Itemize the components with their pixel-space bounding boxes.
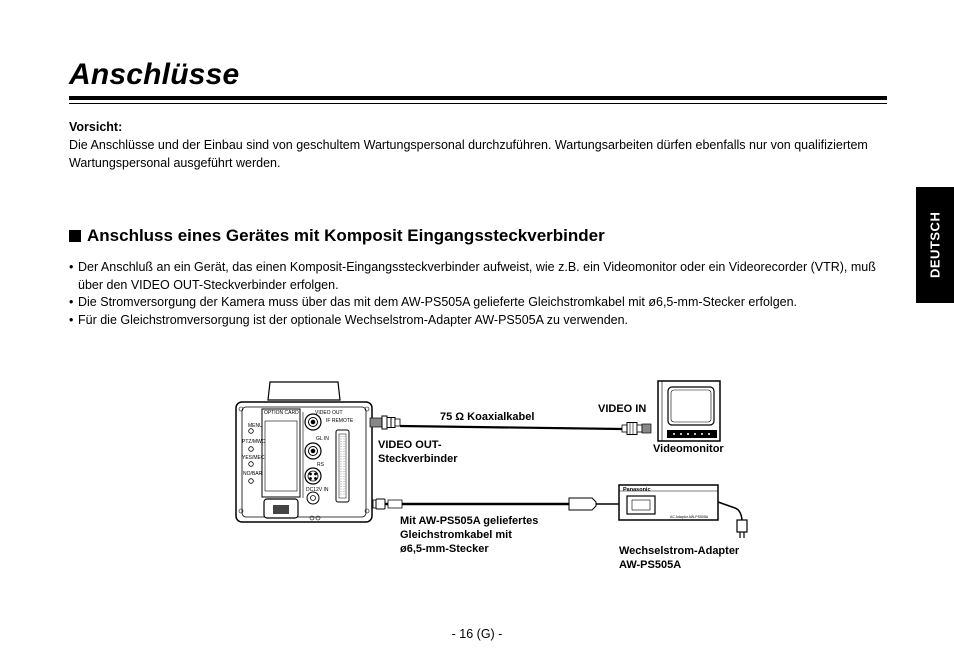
page-title: Anschlüsse [69,58,240,91]
video-in-label: VIDEO IN [598,403,647,415]
instruction-item: • Für die Gleichstromversorgung ist der optionale Wechselstrom-Adapter AW-PS505A zu verwenden. [69,312,889,330]
instruction-item: • Die Stromversorgung der Kamera muss über das mit dem AW-PS505A gelieferte Gleichstromkabel mit ø6,5-mm-Stecker erfolgen. [69,294,889,312]
dc-cable-label-line1: Mit AW-PS505A geliefertes [400,515,539,527]
dc-cable-label-line3: ø6,5-mm-Stecker [400,543,489,555]
camera-yes-label: YES/MEC [242,455,265,461]
section-marker-icon [69,230,81,242]
adapter-brand-label: Panasonic [623,487,651,493]
video-out-label-line2: Steckverbinder [378,453,458,465]
dc-plug-camera-icon [373,499,385,509]
caution-label: Vorsicht: [69,120,123,134]
connection-diagram [230,378,770,583]
camera-if-remote-label: IF REMOTE [326,418,354,424]
page-number: - 16 (G) - [451,627,503,641]
camera-option-card-label: OPTION CARD [264,410,299,416]
title-rule-thick [69,96,887,100]
instruction-item: • Der Anschluß an ein Gerät, das einen Komposit-Eingangssteckverbinder aufweist, wie z.B. ein Videomonitor oder ein Videorecorder (VTR), muß über den VIDEO OUT-Steckverbinder erfolgen. [69,259,889,294]
dc-cable-ferrite-icon [388,500,402,508]
video-out-label-line1: VIDEO OUT- [378,439,442,451]
coax-cable-label: 75 Ω Koaxialkabel [440,411,535,423]
camera-menu-label: MENU [248,423,263,429]
bnc-plug-camera-icon [370,416,400,429]
dc-cable-label-line2: Gleichstromkabel mit [400,529,512,541]
monitor-label: Videomonitor [653,443,724,455]
coaxial-cable [400,426,622,429]
adapter-label-line2: AW-PS505A [619,559,682,571]
adapter-model-label: AC Adaptor AW-PS505A [670,515,709,519]
camera-ptzmwc-label: PTZ/MWC [242,439,266,445]
camera-gl-in-label: GL IN [316,436,329,442]
camera-illustration [236,382,372,522]
camera-dc12v-label: DC12V IN [306,487,329,493]
camera-rs-label: RS [317,462,324,468]
section-heading [69,226,605,246]
language-side-tab-label: DEUTSCH [927,211,943,279]
adapter-label-line1: Wechselstrom-Adapter [619,545,740,557]
title-rule-thin [69,103,887,104]
language-side-tab [916,187,954,303]
section-heading-text: Anschluss eines Gerätes mit Komposit Eingangssteckverbinder [87,226,605,245]
camera-nobar-label: NO/BAR [243,471,263,477]
bnc-plug-monitor-icon [622,423,651,435]
instruction-list [69,259,889,329]
dc-plug-adapter-icon [569,498,596,510]
camera-video-out-label: VIDEO OUT [315,410,343,416]
video-monitor-illustration [658,381,720,441]
caution-text: Die Anschlüsse und der Einbau sind von geschultem Wartungspersonal durchzuführen. Wartungsarbeiten dürfen ebenfalls nur von qualifiziertem Wartungspersonal ausgeführt werden. [69,138,868,170]
